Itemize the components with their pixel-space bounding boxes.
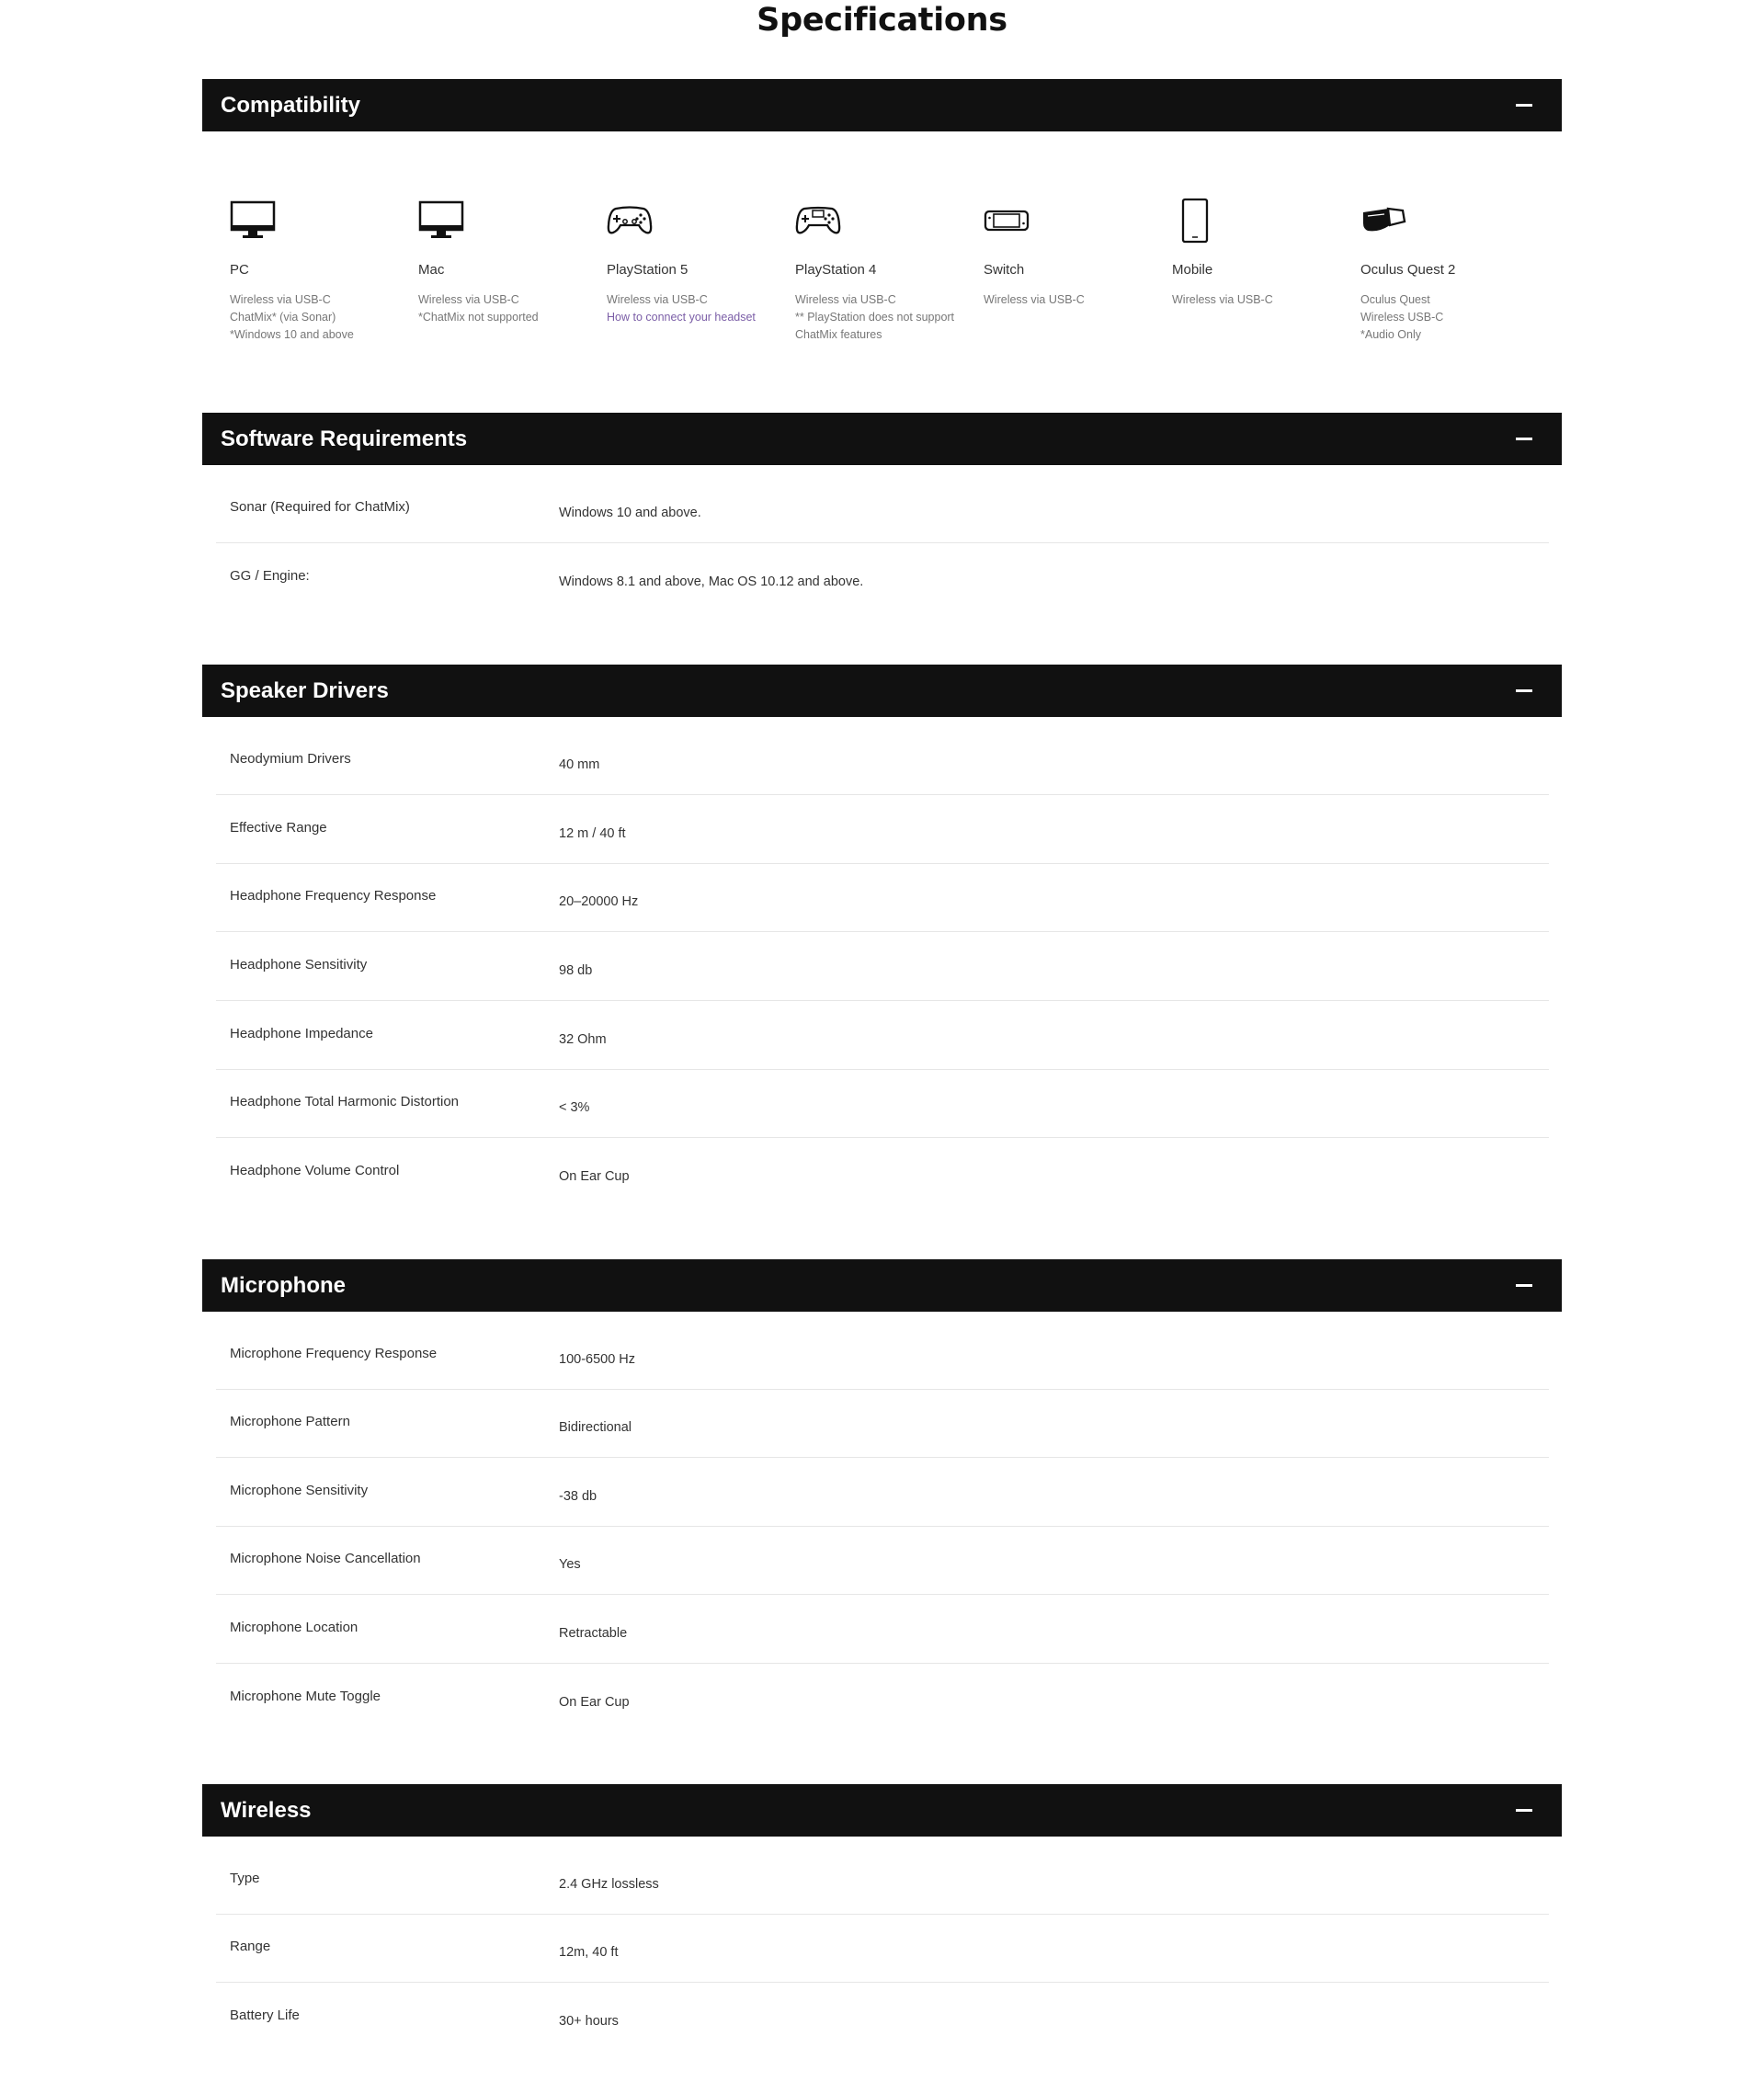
spec-label: Range xyxy=(230,1939,271,1954)
minus-icon[interactable] xyxy=(1516,1284,1532,1287)
platform-note: ** PlayStation does not support xyxy=(795,311,955,324)
spec-label: Neodymium Drivers xyxy=(230,751,351,767)
platform-notes xyxy=(795,291,954,344)
platform-name: PlayStation 4 xyxy=(795,262,877,278)
spec-label: Battery Life xyxy=(230,2008,300,2023)
section-title: Wireless xyxy=(221,1798,312,1823)
spec-value: Bidirectional xyxy=(559,1420,632,1435)
platform-note: *ChatMix not supported xyxy=(418,311,539,324)
spec-row xyxy=(216,1914,1549,1983)
monitor-icon xyxy=(418,198,464,244)
spec-row xyxy=(216,1389,1549,1458)
minus-icon[interactable] xyxy=(1516,104,1532,107)
platform-notes xyxy=(607,291,756,326)
spec-value: 32 Ohm xyxy=(559,1032,607,1047)
spec-row xyxy=(216,1664,1549,1732)
spec-row xyxy=(216,1526,1549,1595)
handheld-console-icon xyxy=(984,198,1030,244)
spec-label: Microphone Mute Toggle xyxy=(230,1689,381,1704)
spec-row xyxy=(216,795,1549,864)
spec-value: -38 db xyxy=(559,1489,597,1504)
platform-name: Mobile xyxy=(1172,262,1213,278)
spec-value: On Ear Cup xyxy=(559,1695,630,1710)
spec-row xyxy=(216,1458,1549,1527)
platform-name: Switch xyxy=(984,262,1025,278)
spec-row xyxy=(216,1595,1549,1664)
spec-value: 30+ hours xyxy=(559,2014,619,2029)
vr-headset-icon xyxy=(1360,198,1406,244)
spec-row xyxy=(216,1138,1549,1206)
spec-value: 98 db xyxy=(559,963,593,978)
spec-label: Microphone Pattern xyxy=(230,1414,350,1429)
spec-label: Sonar (Required for ChatMix) xyxy=(230,499,410,515)
spec-row xyxy=(216,1069,1549,1138)
spec-label: Microphone Sensitivity xyxy=(230,1483,369,1498)
minus-icon[interactable] xyxy=(1516,1809,1532,1812)
spec-label: Microphone Location xyxy=(230,1620,358,1635)
spec-row xyxy=(216,1321,1549,1390)
section-header-wireless[interactable] xyxy=(202,1784,1562,1837)
platform-notes xyxy=(1172,291,1273,309)
platform-notes xyxy=(984,291,1085,309)
platform-name: PC xyxy=(230,262,249,278)
spec-label: Microphone Frequency Response xyxy=(230,1346,438,1361)
platform-note: Wireless USB-C xyxy=(1360,311,1444,324)
section-header-speaker-drivers[interactable] xyxy=(202,665,1562,717)
spec-value: 2.4 GHz lossless xyxy=(559,1877,659,1892)
page-title: Specifications xyxy=(757,2,1007,39)
platform-note: Wireless via USB-C xyxy=(230,293,331,306)
platform-note: Oculus Quest xyxy=(1360,293,1430,306)
platform-note: *Audio Only xyxy=(1360,328,1422,341)
monitor-icon xyxy=(230,198,276,244)
gamepad-icon xyxy=(795,198,841,244)
spec-value: 20–20000 Hz xyxy=(559,894,639,909)
spec-row xyxy=(216,474,1549,543)
spec-label: Microphone Noise Cancellation xyxy=(230,1551,421,1566)
platform-name: Oculus Quest 2 xyxy=(1360,262,1456,278)
platform-note: Wireless via USB-C xyxy=(984,293,1085,306)
platform-note: Wireless via USB-C xyxy=(1172,293,1273,306)
platform-note: Wireless via USB-C xyxy=(607,293,708,306)
spec-value: 40 mm xyxy=(559,757,600,772)
platform-note: ChatMix features xyxy=(795,328,882,341)
section-title: Compatibility xyxy=(221,93,361,118)
spec-row xyxy=(216,1983,1549,2051)
spec-row xyxy=(216,863,1549,932)
spec-label: Headphone Frequency Response xyxy=(230,888,437,904)
platform-note: ChatMix* (via Sonar) xyxy=(230,311,336,324)
gamepad-icon xyxy=(607,198,653,244)
spec-row xyxy=(216,932,1549,1001)
spec-value: 12m, 40 ft xyxy=(559,1945,619,1960)
spec-value: < 3% xyxy=(559,1100,590,1115)
spec-value: Windows 10 and above. xyxy=(559,506,701,520)
connect-headset-link[interactable]: How to connect your headset xyxy=(607,311,756,324)
spec-value: 100-6500 Hz xyxy=(559,1352,636,1367)
minus-icon[interactable] xyxy=(1516,438,1532,440)
spec-label: Headphone Impedance xyxy=(230,1026,373,1041)
platform-note: Wireless via USB-C xyxy=(795,293,896,306)
spec-row xyxy=(216,543,1549,611)
section-title: Microphone xyxy=(221,1273,346,1298)
spec-row xyxy=(216,1846,1549,1915)
spec-row xyxy=(216,1001,1549,1070)
spec-label: GG / Engine: xyxy=(230,568,310,584)
platform-notes xyxy=(1360,291,1443,344)
phone-icon xyxy=(1172,198,1218,244)
spec-value: On Ear Cup xyxy=(559,1169,630,1184)
spec-label: Headphone Sensitivity xyxy=(230,957,368,973)
section-title: Speaker Drivers xyxy=(221,678,389,703)
platform-note: Wireless via USB-C xyxy=(418,293,519,306)
platform-notes xyxy=(418,291,539,326)
spec-label: Headphone Volume Control xyxy=(230,1163,400,1178)
section-header-compatibility[interactable] xyxy=(202,79,1562,131)
platform-name: PlayStation 5 xyxy=(607,262,689,278)
spec-value: Yes xyxy=(559,1557,581,1572)
platform-note: *Windows 10 and above xyxy=(230,328,354,341)
section-header-software-requirements[interactable] xyxy=(202,413,1562,465)
spec-label: Type xyxy=(230,1871,260,1886)
spec-row xyxy=(216,726,1549,795)
spec-label: Effective Range xyxy=(230,820,327,836)
section-header-microphone[interactable] xyxy=(202,1259,1562,1312)
spec-value: Retractable xyxy=(559,1626,628,1641)
spec-value: 12 m / 40 ft xyxy=(559,826,626,841)
spec-label: Headphone Total Harmonic Distortion xyxy=(230,1094,460,1109)
section-title: Software Requirements xyxy=(221,427,468,451)
platform-notes xyxy=(230,291,354,344)
minus-icon[interactable] xyxy=(1516,689,1532,692)
spec-value: Windows 8.1 and above, Mac OS 10.12 and above. xyxy=(559,574,864,589)
platform-name: Mac xyxy=(418,262,445,278)
